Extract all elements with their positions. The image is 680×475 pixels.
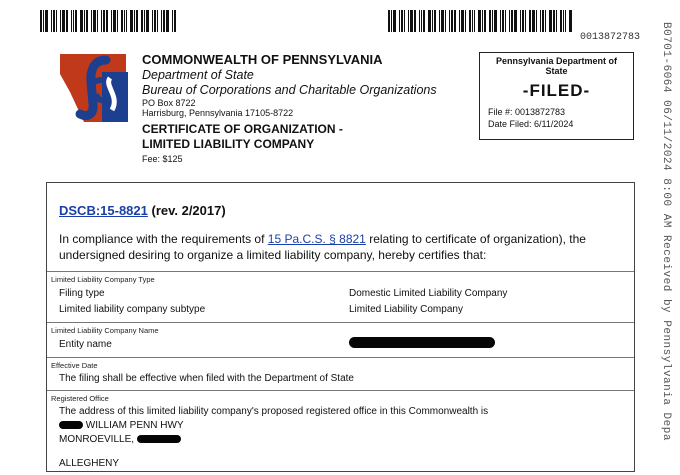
filing-type-value: Domestic Limited Liability Company (349, 287, 508, 299)
entity-name-row (51, 337, 622, 353)
effective-date-section (47, 357, 634, 390)
intro-paragraph (59, 231, 624, 263)
certificate-title-line-1: CERTIFICATE OF ORGANIZATION - (142, 122, 343, 137)
commonwealth-title: COMMONWEALTH OF PENNSYLVANIA (142, 52, 383, 67)
subtype-row (51, 302, 622, 318)
received-stamp: B0701-6064 06/11/2024 8:00 AM Received by Pennsylvania Depa (660, 22, 672, 441)
county: ALLEGHENY (59, 457, 120, 469)
subtype-value: Limited Liability Company (349, 303, 463, 315)
section-label: Registered Office (51, 393, 109, 403)
file-number: File #: 0013872783 (488, 107, 566, 117)
filing-type-row (51, 286, 622, 302)
intro-text-post: relating to certificate of organization), the undersigned desiring to organize a limited liability company, hereby certifies that: (59, 231, 586, 262)
registered-office-section (47, 390, 634, 475)
filed-department: Pennsylvania Department of State (495, 56, 618, 76)
form-id-line (59, 202, 624, 220)
statute-link[interactable]: 15 Pa.C.S. § 8821 (267, 231, 366, 246)
department-name: Department of State (142, 67, 254, 82)
dscb-link[interactable]: DSCB:15-8821 (59, 203, 148, 218)
subtype-label: Limited liability company subtype (59, 303, 206, 315)
barcode-left (40, 10, 177, 32)
certificate-form (46, 182, 635, 472)
redacted-zip (137, 435, 181, 443)
effective-date-text: The filing shall be effective when filed with the Department of State (59, 372, 354, 384)
bureau-name: Bureau of Corporations and Charitable Organizations (142, 82, 437, 97)
pa-keystone-logo-icon (54, 52, 132, 124)
document-number: 0013872783 (579, 32, 640, 43)
filed-stamp: -FILED- (522, 81, 591, 100)
llc-name-section (47, 322, 634, 357)
section-label: Effective Date (51, 360, 98, 370)
registered-office-text: The address of this limited liability company's proposed registered office in this Commonwealth is (59, 405, 489, 417)
street-name: WILLIAM PENN HWY (85, 419, 184, 431)
entity-name-label: Entity name (59, 338, 112, 350)
fee: Fee: $125 (142, 153, 183, 164)
redacted-entity-name (349, 337, 495, 348)
section-label: Limited Liability Company Name (51, 325, 159, 335)
filed-stamp-box (479, 52, 634, 140)
filing-type-label: Filing type (59, 287, 105, 299)
certificate-title-line-2: LIMITED LIABILITY COMPANY (142, 136, 315, 151)
agency-header (142, 52, 437, 165)
date-filed: Date Filed: 6/11/2024 (488, 118, 574, 129)
city-name: MONROEVILLE, (59, 433, 135, 445)
city-line (51, 433, 622, 447)
redacted-street-number (59, 421, 83, 429)
barcode-right (388, 10, 573, 32)
po-box: PO Box 8722 (142, 97, 196, 108)
intro-text-pre: In compliance with the requirements of (59, 231, 268, 246)
form-revision: (rev. 2/2017) (147, 203, 226, 218)
street-address (51, 419, 622, 433)
city-state: Harrisburg, Pennsylvania 17105-8722 (142, 108, 294, 119)
section-label: Limited Liability Company Type (51, 274, 155, 284)
llc-type-section (47, 271, 634, 322)
